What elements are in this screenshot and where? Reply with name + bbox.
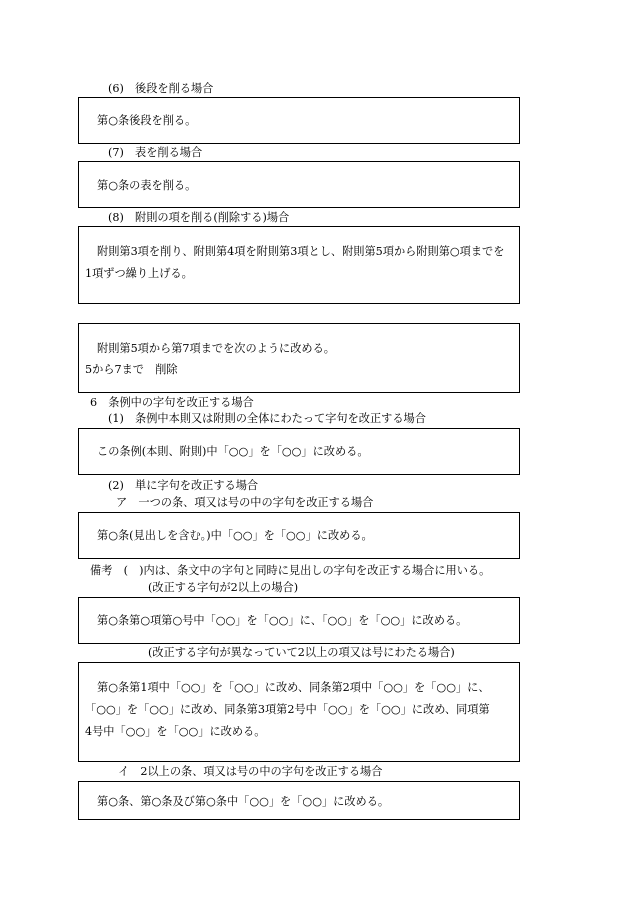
example-text-line: 附則第3項を削り、附則第4項を附則第3項とし、附則第5項から附則第○項までを xyxy=(97,245,505,258)
example-text-line: 附則第5項から第7項までを次のように改める。 xyxy=(97,342,335,355)
example-text-line: 5から7まで 削除 xyxy=(85,363,178,376)
heading-i: イ 2以上の条、項又は号の中の字句を改正する場合 xyxy=(118,765,383,778)
main-heading-6: 6 条例中の字句を改正する場合 xyxy=(90,396,254,409)
example-box-8 xyxy=(78,226,520,304)
heading-a: ア 一つの条、項又は号の中の字句を改正する場合 xyxy=(116,496,374,509)
example-text: この条例(本則、附則)中「○○」を「○○」に改める。 xyxy=(97,445,369,458)
example-text-line: 第○条第1項中「○○」を「○○」に改め、同条第2項中「○○」を「○○」に、 xyxy=(97,681,490,694)
example-text: 第○条第○項第○号中「○○」を「○○」に、「○○」を「○○」に改める。 xyxy=(97,614,468,627)
note-remark: 備考 ( )内は、条文中の字句と同時に見出しの字句を改正する場合に用いる。 xyxy=(90,564,491,577)
example-box-10 xyxy=(78,428,520,475)
heading-8: (8) 附則の項を削る(削除する)場合 xyxy=(108,211,290,224)
example-text: 第○条の表を削る。 xyxy=(97,179,197,192)
example-text: 第○条(見出しを含む。)中「○○」を「○○」に改める。 xyxy=(97,529,373,542)
heading-7: (7) 表を削る場合 xyxy=(108,146,203,159)
example-box-12 xyxy=(78,597,520,644)
example-box-7 xyxy=(78,161,520,208)
example-text-line: 「○○」を「○○」に改め、同条第3項第2号中「○○」を「○○」に改め、同項第 xyxy=(85,703,490,716)
example-text: 第○条、第○条及び第○条中「○○」を「○○」に改める。 xyxy=(97,795,390,808)
example-box-6 xyxy=(78,97,520,144)
example-text-line: 1項ずつ繰り上げる。 xyxy=(85,267,193,280)
example-box-13 xyxy=(78,662,520,762)
heading-2: (2) 単に字句を改正する場合 xyxy=(108,479,259,492)
example-box-9 xyxy=(78,323,520,393)
example-text-line: 4号中「○○」を「○○」に改める。 xyxy=(85,725,266,738)
heading-6: (6) 後段を削る場合 xyxy=(108,82,214,95)
heading-plural: (改正する字句が2以上の場合) xyxy=(148,581,299,594)
heading-different: (改正する字句が異なっていて2以上の項又は号にわたる場合) xyxy=(148,646,455,659)
heading-1: (1) 条例中本則又は附則の全体にわたって字句を改正する場合 xyxy=(108,412,426,425)
example-box-14 xyxy=(78,781,520,820)
example-text: 第○条後段を削る。 xyxy=(97,114,197,127)
example-box-11 xyxy=(78,512,520,559)
